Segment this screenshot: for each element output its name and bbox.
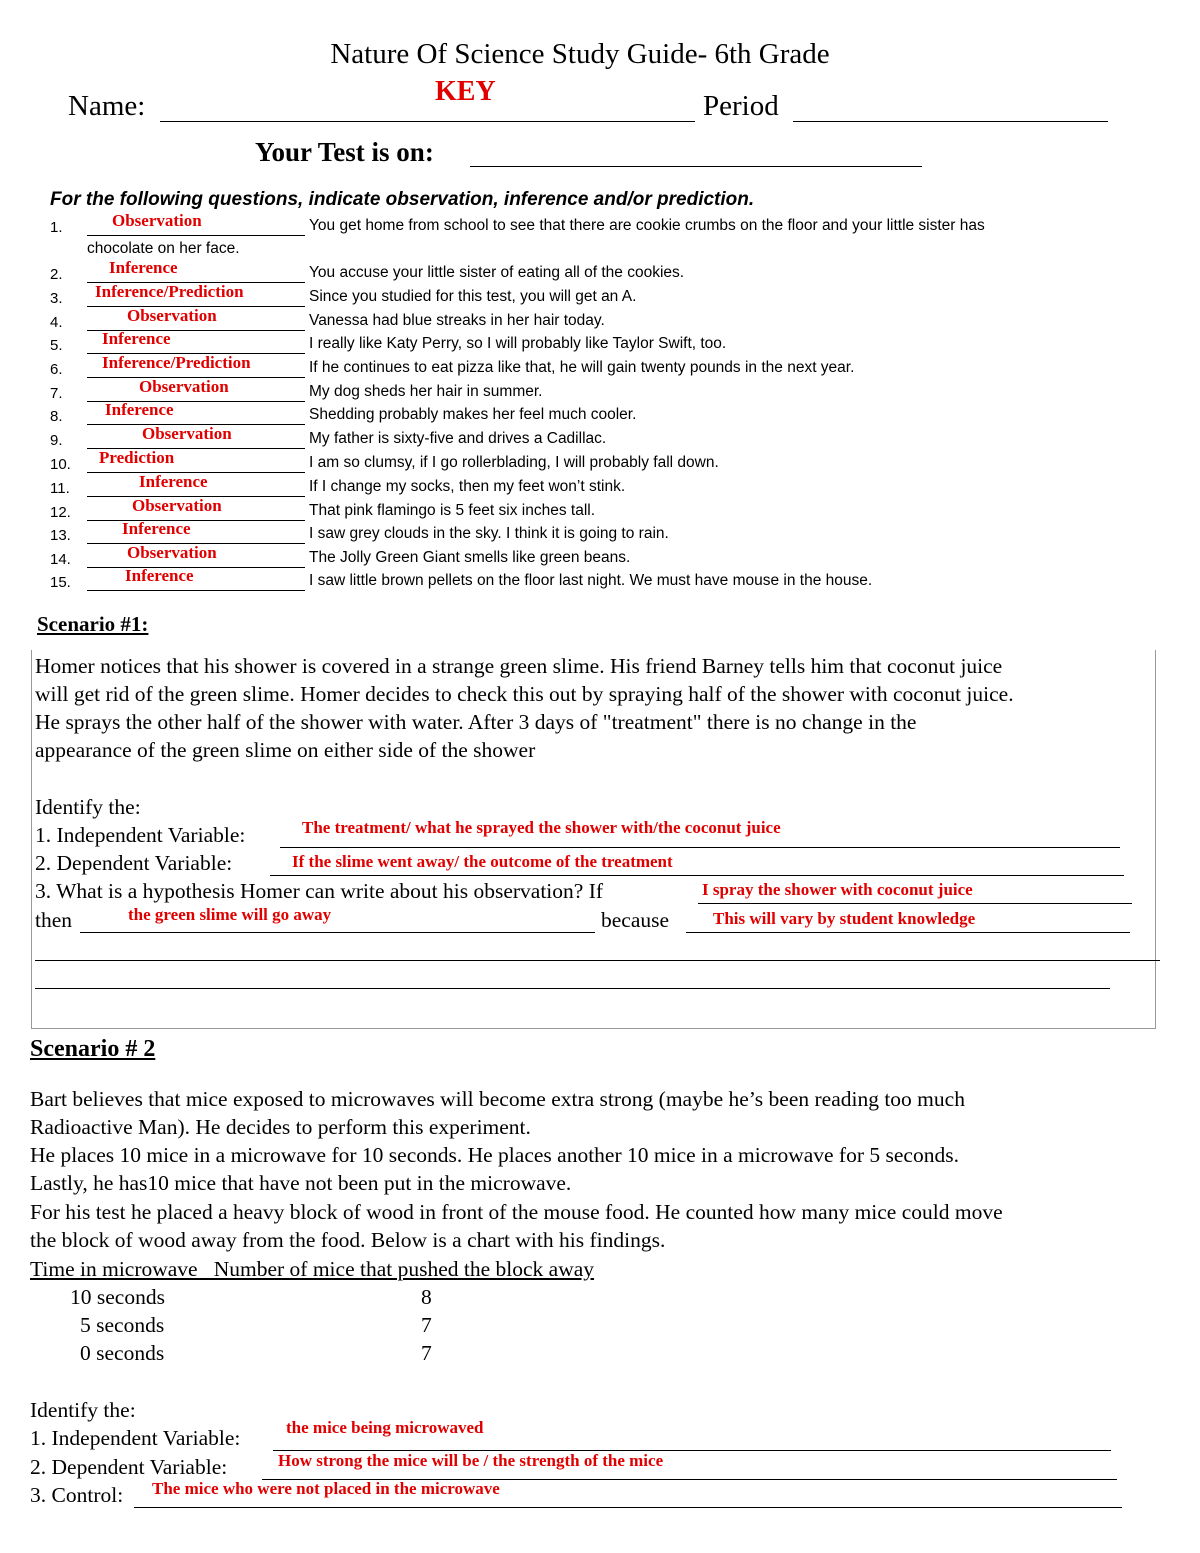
scenario-1-identify-label: Identify the:	[35, 795, 141, 819]
s1-because-answer: This will vary by student knowledge	[713, 909, 976, 928]
s2-control-label: 3. Control:	[30, 1483, 124, 1507]
question-text: My dog sheds her hair in summer.	[309, 383, 543, 400]
question-text: If he continues to eat pizza like that, he will gain twenty pounds in the next year.	[309, 359, 855, 376]
scenario-1-paragraph-line: He sprays the other half of the shower with water. After 3 days of "treatment" there is no change in the	[35, 710, 917, 734]
question-answer: Inference	[109, 258, 178, 277]
question-number: 9.	[50, 432, 63, 449]
question-number: 14.	[50, 551, 71, 568]
question-answer: Observation	[139, 377, 229, 396]
question-answer: Inference	[125, 566, 194, 585]
question-answer: Observation	[127, 306, 217, 325]
question-text: The Jolly Green Giant smells like green beans.	[309, 549, 631, 566]
question-number: 13.	[50, 527, 71, 544]
question-answer: Observation	[132, 496, 222, 515]
test-date-label: Your Test is on:	[255, 137, 434, 167]
question-number: 12.	[50, 504, 71, 521]
question-number: 8.	[50, 408, 63, 425]
table-cell-count: 8	[421, 1285, 432, 1309]
scenario-2-paragraph-line: the block of wood away from the food. Below is a chart with his findings.	[30, 1228, 666, 1252]
table-cell-count: 7	[421, 1341, 432, 1365]
question-number: 1.	[50, 219, 63, 236]
question-answer: Observation	[127, 543, 217, 562]
question-answer: Inference	[139, 472, 208, 491]
question-answer: Inference	[122, 519, 191, 538]
question-number: 6.	[50, 361, 63, 378]
scenario-2-identify-label: Identify the:	[30, 1398, 136, 1422]
s1-iv-answer: The treatment/ what he sprayed the shower with/the coconut juice	[302, 818, 781, 837]
question-answer: Inference	[105, 400, 174, 419]
question-text: I saw grey clouds in the sky. I think it is going to rain.	[309, 525, 669, 542]
table-cell-time: 0 seconds	[80, 1341, 165, 1365]
question-answer: Inference/Prediction	[102, 353, 251, 372]
question-number: 7.	[50, 385, 63, 402]
page-title: Nature Of Science Study Guide- 6th Grade	[330, 38, 830, 70]
results-table-header: Time in microwave Number of mice that pushed the block away	[30, 1257, 595, 1281]
question-number: 10.	[50, 456, 71, 473]
period-label: Period	[703, 90, 779, 122]
questions-instruction: For the following questions, indicate observation, inference and/or prediction.	[50, 189, 755, 210]
question-text: Shedding probably makes her feel much cooler.	[309, 406, 637, 423]
test-date-field[interactable]	[470, 140, 922, 167]
question-answer-field[interactable]	[87, 525, 305, 544]
s1-hypothesis-if-answer: I spray the shower with coconut juice	[702, 880, 973, 899]
question-text: That pink flamingo is 5 feet six inches tall.	[309, 502, 596, 519]
question-text: I am so clumsy, if I go rollerblading, I will probably fall down.	[309, 454, 719, 471]
question-number: 2.	[50, 266, 63, 283]
s1-iv-label: 1. Independent Variable:	[35, 823, 246, 847]
question-number: 4.	[50, 314, 63, 331]
s2-control-answer: The mice who were not placed in the microwave	[152, 1479, 500, 1498]
s1-dv-label: 2. Dependent Variable:	[35, 851, 233, 875]
s1-dv-answer: If the slime went away/ the outcome of the treatment	[292, 852, 673, 871]
s1-hypothesis-label: 3. What is a hypothesis Homer can write about his observation? If	[35, 879, 604, 903]
table-cell-time: 5 seconds	[80, 1313, 165, 1337]
question-text: I really like Katy Perry, so I will probably like Taylor Swift, too.	[309, 335, 727, 352]
question-number: 11.	[50, 480, 70, 497]
s1-then-answer: the green slime will go away	[128, 905, 332, 924]
s1-then-label: then	[35, 908, 73, 932]
s1-because-field-line-2[interactable]	[35, 940, 1160, 961]
scenario-2-paragraph-line: He places 10 mice in a microwave for 10 seconds. He places another 10 mice in a microwave for 5 seconds.	[30, 1143, 959, 1167]
scenario-1-paragraph-line: will get rid of the green slime. Homer decides to check this out by spraying half of the shower with coconut juice.	[35, 682, 1014, 706]
scenario-1-title: Scenario #1:	[37, 612, 149, 636]
question-text: My father is sixty-five and drives a Cadillac.	[309, 430, 607, 447]
s1-because-field-line-3[interactable]	[35, 968, 1110, 989]
question-text: You accuse your little sister of eating all of the cookies.	[309, 264, 685, 281]
scenario-2-paragraph-line: Radioactive Man). He decides to perform this experiment.	[30, 1115, 531, 1139]
scenario-2-title: Scenario # 2	[30, 1036, 156, 1062]
name-field[interactable]	[160, 92, 695, 122]
question-answer-field[interactable]	[87, 572, 305, 591]
scenario-2-paragraph-line: For his test he placed a heavy block of wood in front of the mouse food. He counted how many mice could move	[30, 1200, 1003, 1224]
period-field[interactable]	[793, 92, 1108, 122]
question-1-continuation: chocolate on her face.	[87, 240, 240, 257]
question-text: Since you studied for this test, you will get an A.	[309, 288, 637, 305]
question-number: 3.	[50, 290, 63, 307]
question-answer: Observation	[112, 211, 202, 230]
s2-dv-label: 2. Dependent Variable:	[30, 1455, 228, 1479]
question-answer: Prediction	[99, 448, 175, 467]
question-text: You get home from school to see that there are cookie crumbs on the floor and your little sister has	[309, 217, 985, 234]
question-text: I saw little brown pellets on the floor last night. We must have mouse in the house.	[309, 572, 873, 589]
name-answer: KEY	[435, 76, 496, 107]
question-number: 15.	[50, 574, 71, 591]
question-text: Vanessa had blue streaks in her hair today.	[309, 312, 605, 329]
scenario-1-paragraph-line: appearance of the green slime on either side of the shower	[35, 738, 536, 762]
question-answer: Observation	[142, 424, 232, 443]
s2-iv-answer: the mice being microwaved	[286, 1418, 484, 1437]
question-text: If I change my socks, then my feet won’t stink.	[309, 478, 626, 495]
table-cell-count: 7	[421, 1313, 432, 1337]
table-cell-time: 10 seconds	[70, 1285, 165, 1309]
question-answer: Inference/Prediction	[95, 282, 244, 301]
name-label: Name:	[68, 90, 146, 122]
s2-dv-answer: How strong the mice will be / the strength of the mice	[278, 1451, 664, 1470]
scenario-2-paragraph-line: Bart believes that mice exposed to microwaves will become extra strong (maybe he’s been reading too much	[30, 1087, 965, 1111]
s1-because-label: because	[601, 908, 670, 932]
question-number: 5.	[50, 337, 63, 354]
s2-iv-label: 1. Independent Variable:	[30, 1426, 241, 1450]
scenario-2-paragraph-line: Lastly, he has10 mice that have not been put in the microwave.	[30, 1171, 572, 1195]
scenario-1-paragraph-line: Homer notices that his shower is covered in a strange green slime. His friend Barney tells him that coconut juice	[35, 654, 1003, 678]
question-answer: Inference	[102, 329, 171, 348]
